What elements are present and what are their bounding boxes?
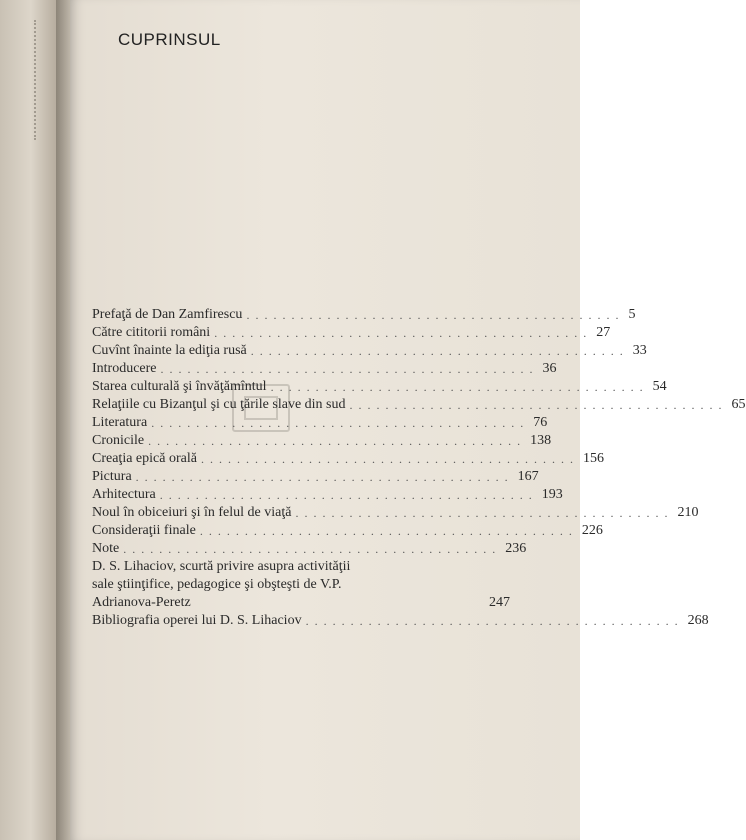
toc-entry-page: 236 bbox=[505, 541, 527, 556]
toc-entry-title: Cronicile bbox=[92, 433, 145, 448]
toc-entry-page: 268 bbox=[687, 613, 709, 628]
toc-leader: .......................................... bbox=[159, 488, 538, 502]
toc-entry-page: 138 bbox=[530, 433, 552, 448]
toc-entry-title: Către cititorii români bbox=[92, 325, 211, 340]
toc-entry-page: 193 bbox=[541, 487, 563, 502]
toc-entry bbox=[92, 324, 611, 342]
toc-leader: .......................................... bbox=[151, 416, 530, 430]
toc-leader: .......................................... bbox=[135, 470, 514, 484]
toc-entry bbox=[92, 540, 527, 558]
toc-entry-page: 156 bbox=[582, 451, 604, 466]
toc-leader: .......................................... bbox=[305, 614, 684, 628]
page-edge bbox=[580, 0, 630, 840]
toc-entry-line bbox=[92, 558, 510, 576]
toc-entry-page: 5 bbox=[628, 307, 636, 322]
toc-entry bbox=[92, 342, 647, 360]
toc-entry-title: Starea culturală şi învăţămîntul bbox=[92, 379, 267, 394]
toc-leader: .......................................... bbox=[270, 380, 649, 394]
toc-leader: .......................................... bbox=[199, 524, 578, 538]
toc-entry bbox=[92, 396, 746, 414]
toc-entry-title: Relaţiile cu Bizanţul şi cu ţările slave din sud bbox=[92, 397, 346, 412]
toc-entry-page: 27 bbox=[596, 325, 611, 340]
toc-entry-title: Bibliografia operei lui D. S. Lihaciov bbox=[92, 613, 302, 628]
toc-entry bbox=[92, 468, 539, 486]
toc-entry-line bbox=[92, 576, 510, 594]
toc-entry-title: Note bbox=[92, 541, 120, 556]
toc-leader: .......................................... bbox=[148, 434, 527, 448]
toc-entry bbox=[92, 612, 709, 630]
toc-entry-title: Literatura bbox=[92, 415, 148, 430]
toc-entry-page: 76 bbox=[533, 415, 548, 430]
page-title: CUPRINSUL bbox=[118, 30, 221, 49]
toc-entry bbox=[92, 360, 557, 378]
toc-entry-title: Cuvînt înainte la ediţia rusă bbox=[92, 343, 247, 358]
toc-entry-page: 36 bbox=[542, 361, 557, 376]
toc-entry-page: 65 bbox=[731, 397, 746, 412]
toc-entry-multiline bbox=[92, 558, 510, 612]
toc-entry-title: Creaţia epică orală bbox=[92, 451, 197, 466]
toc-entry-title: Introducere bbox=[92, 361, 157, 376]
book-gutter bbox=[56, 0, 70, 840]
toc-entry-title: Pictura bbox=[92, 469, 132, 484]
toc-entry-title: Arhitectura bbox=[92, 487, 156, 502]
toc-entry-title: sale ştiinţifice, pedagogice şi obşteşti de V.P. bbox=[92, 577, 342, 592]
toc-entry-page: 54 bbox=[652, 379, 667, 394]
table-of-contents bbox=[92, 306, 746, 630]
toc-entry bbox=[92, 306, 636, 324]
toc-entry-page: 247 bbox=[489, 595, 510, 610]
toc-entry-page: 210 bbox=[677, 505, 699, 520]
toc-leader: .......................................... bbox=[214, 326, 593, 340]
toc-leader: .......................................... bbox=[250, 344, 629, 358]
toc-entry-page: 167 bbox=[517, 469, 539, 484]
toc-leader: .......................................... bbox=[295, 506, 674, 520]
toc-leader: .......................................... bbox=[160, 362, 539, 376]
toc-entry-page: 226 bbox=[581, 523, 603, 538]
toc-leader: .......................................... bbox=[123, 542, 502, 556]
toc-entry bbox=[92, 378, 667, 396]
toc-entry-title: Noul în obiceiuri şi în felul de viaţă bbox=[92, 505, 292, 520]
toc-entry bbox=[92, 522, 603, 540]
toc-entry bbox=[92, 486, 563, 504]
toc-leader: .......................................... bbox=[246, 308, 625, 322]
toc-entry-title: Consideraţii finale bbox=[92, 523, 196, 538]
toc-entry bbox=[92, 414, 548, 432]
toc-entry-line bbox=[92, 594, 510, 612]
toc-entry-title: D. S. Lihaciov, scurtă privire asupra activităţii bbox=[92, 559, 351, 574]
toc-entry-title: Adrianova-Peretz bbox=[92, 595, 191, 610]
toc-entry bbox=[92, 504, 699, 522]
toc-entry-title: Prefaţă de Dan Zamfirescu bbox=[92, 307, 243, 322]
left-page bbox=[0, 0, 56, 840]
toc-entry bbox=[92, 432, 552, 450]
toc-leader: .......................................... bbox=[349, 398, 728, 412]
toc-entry-page: 33 bbox=[632, 343, 647, 358]
toc-leader: .......................................... bbox=[200, 452, 579, 466]
toc-entry bbox=[92, 450, 604, 468]
left-page-text-marks bbox=[34, 20, 52, 140]
